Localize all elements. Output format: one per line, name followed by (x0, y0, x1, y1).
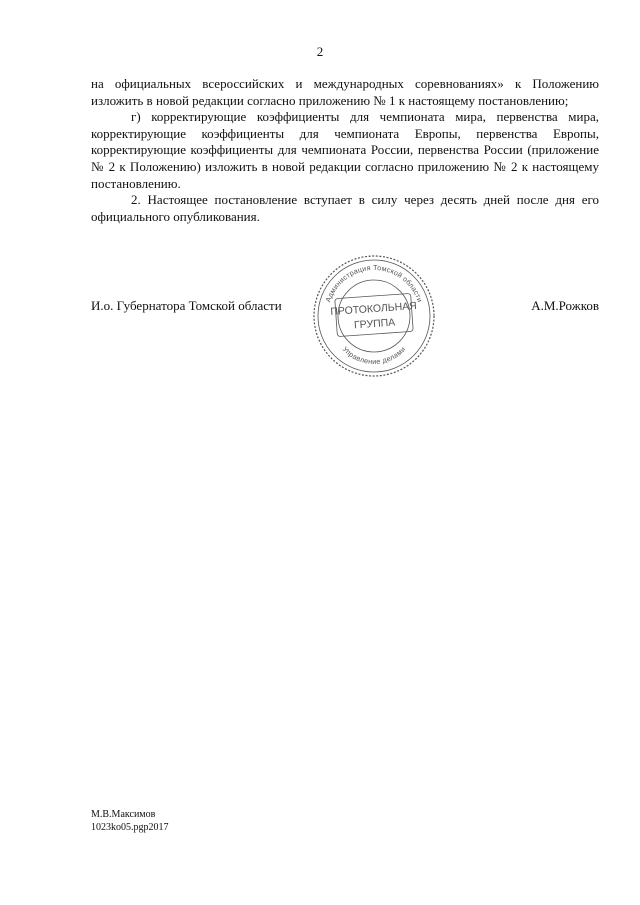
footer-author: М.В.Максимов (91, 809, 156, 820)
stamp-center-line-1: ПРОТОКОЛЬНАЯ (329, 300, 418, 319)
official-stamp (310, 252, 438, 380)
page-number: 2 (316, 44, 324, 59)
document-footer (91, 808, 169, 834)
stamp-outer-text-top: Администрация Томской области (323, 262, 425, 304)
svg-text:Администрация Томской области (323, 263, 424, 303)
paragraph-continuation: на официальных всероссийских и международных соревнованиях» к Положению изложить в новой редакции согласно приложению № 1 к настоящему постановлению; (91, 76, 599, 108)
svg-text:Управление делами (341, 345, 408, 366)
paragraph-effective-date: 2. Настоящее постановление вступает в силу через десять дней после дня его официального опубликования. (91, 192, 599, 224)
footer-file-ref: 1023ko05.pgp2017 (91, 822, 169, 833)
document-body (91, 76, 599, 225)
signer-name: А.М.Рожков (531, 298, 599, 313)
signer-title: И.о. Губернатора Томской области (91, 298, 282, 313)
paragraph-item-g: г) корректирующие коэффициенты для чемпионата мира, первенства мира, корректирующие коэффициенты для чемпионата Европы, первенства Европы, корректирующие коэффициенты для чемпионата России, первенства России (приложение № 2 к Положению) изложить в новой редакции согласно приложению № 2 к настоящему постановлению. (91, 109, 599, 191)
stamp-outer-text-bottom: Управление делами (340, 344, 408, 367)
stamp-center-line-2: ГРУППА (353, 316, 396, 332)
